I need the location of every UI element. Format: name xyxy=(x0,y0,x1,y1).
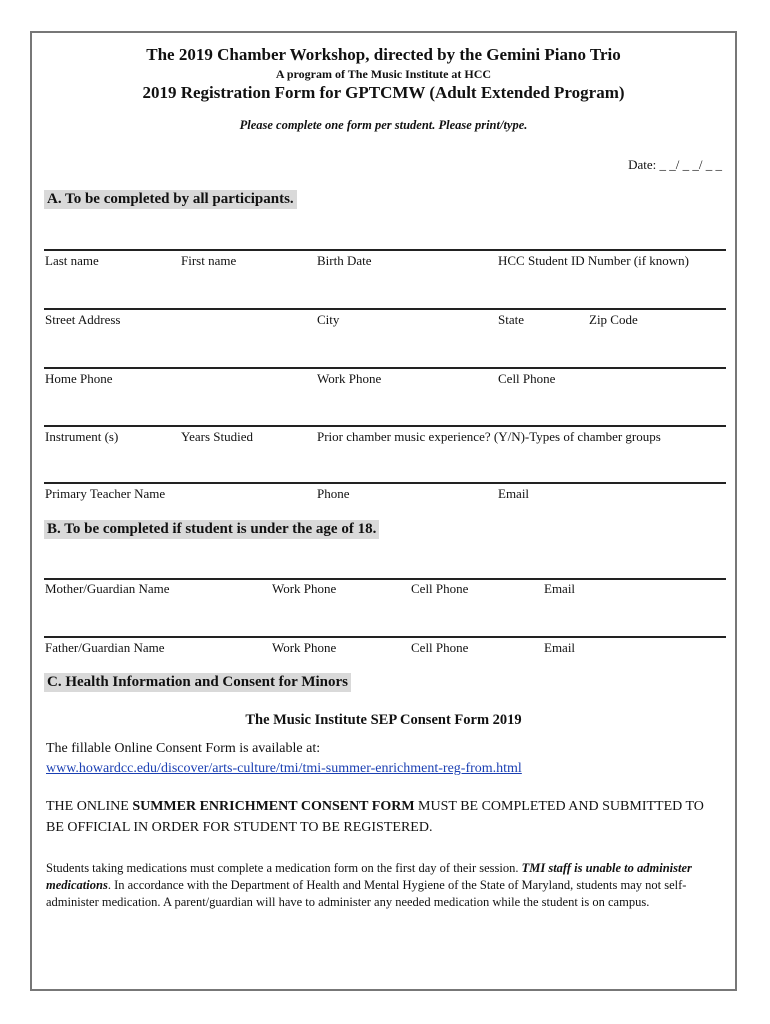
online-consent-notice: THE ONLINE SUMMER ENRICHMENT CONSENT FORM MUST BE COMPLETED AND SUBMITTED TO xyxy=(46,799,704,814)
field-rule xyxy=(44,636,726,638)
last-name-label[interactable]: Last name xyxy=(45,253,99,268)
section-a-heading: A. To be completed by all participants. xyxy=(44,190,297,209)
teacher-email-label[interactable]: Email xyxy=(498,486,530,501)
form-instructions: Please complete one form per student. Please print/type. xyxy=(239,118,528,132)
section-b-heading: B. To be completed if student is under the age of 18. xyxy=(44,520,379,539)
date-field[interactable]: Date: _ _/ _ _/ _ _ xyxy=(628,157,722,172)
workshop-title: The 2019 Chamber Workshop, directed by the Gemini Piano Trio xyxy=(146,45,621,64)
home-phone-label[interactable]: Home Phone xyxy=(45,371,113,386)
mother-email-label[interactable]: Email xyxy=(544,581,576,596)
form-border xyxy=(30,31,737,991)
mother-cell-phone-label[interactable]: Cell Phone xyxy=(411,581,469,596)
field-rule xyxy=(44,367,726,369)
zip-code-label[interactable]: Zip Code xyxy=(589,312,638,327)
online-consent-notice-line2: BE OFFICIAL IN ORDER FOR STUDENT TO BE REGISTERED. xyxy=(46,820,433,835)
street-address-label[interactable]: Street Address xyxy=(45,312,121,327)
field-rule xyxy=(44,482,726,484)
cell-phone-label[interactable]: Cell Phone xyxy=(498,371,556,386)
field-rule xyxy=(44,308,726,310)
father-email-label[interactable]: Email xyxy=(544,640,576,655)
mother-work-phone-label[interactable]: Work Phone xyxy=(272,581,337,596)
consent-form-subheading: The Music Institute SEP Consent Form 2019 xyxy=(245,712,522,728)
field-rule xyxy=(44,249,726,251)
instrument-label[interactable]: Instrument (s) xyxy=(45,429,119,444)
father-name-label[interactable]: Father/Guardian Name xyxy=(45,640,165,655)
teacher-phone-label[interactable]: Phone xyxy=(317,486,350,501)
program-subtitle: A program of The Music Institute at HCC xyxy=(275,67,492,81)
student-id-label[interactable]: HCC Student ID Number (if known) xyxy=(498,253,690,268)
father-work-phone-label[interactable]: Work Phone xyxy=(272,640,337,655)
primary-teacher-label[interactable]: Primary Teacher Name xyxy=(45,486,166,501)
work-phone-label[interactable]: Work Phone xyxy=(317,371,382,386)
years-studied-label[interactable]: Years Studied xyxy=(181,429,253,444)
fillable-form-text: The fillable Online Consent Form is available at: xyxy=(46,741,321,756)
section-c-heading: C. Health Information and Consent for Minors xyxy=(44,673,351,692)
field-rule xyxy=(44,425,726,427)
birth-date-label[interactable]: Birth Date xyxy=(317,253,372,268)
medication-policy-text: Students taking medications must complete a medication form on the first day of their session. TMI staff is unable to administer medications. In accordance with the Department of Health and Mental Hygiene of the State of Maryland, students may not self-administer medication. A parent/guardian will have to administer any needed medication while the student is on campus. xyxy=(46,861,692,909)
father-cell-phone-label[interactable]: Cell Phone xyxy=(411,640,469,655)
state-label[interactable]: State xyxy=(498,312,524,327)
first-name-label[interactable]: First name xyxy=(181,253,237,268)
city-label[interactable]: City xyxy=(317,312,340,327)
field-rule xyxy=(44,578,726,580)
consent-form-link[interactable]: www.howardcc.edu/discover/arts-culture/tmi/tmi-summer-enrichment-reg-from.html xyxy=(46,761,522,776)
mother-name-label[interactable]: Mother/Guardian Name xyxy=(45,581,170,596)
form-title: 2019 Registration Form for GPTCMW (Adult Extended Program) xyxy=(142,83,625,102)
chamber-experience-label[interactable]: Prior chamber music experience? (Y/N)-Types of chamber groups xyxy=(317,429,661,444)
